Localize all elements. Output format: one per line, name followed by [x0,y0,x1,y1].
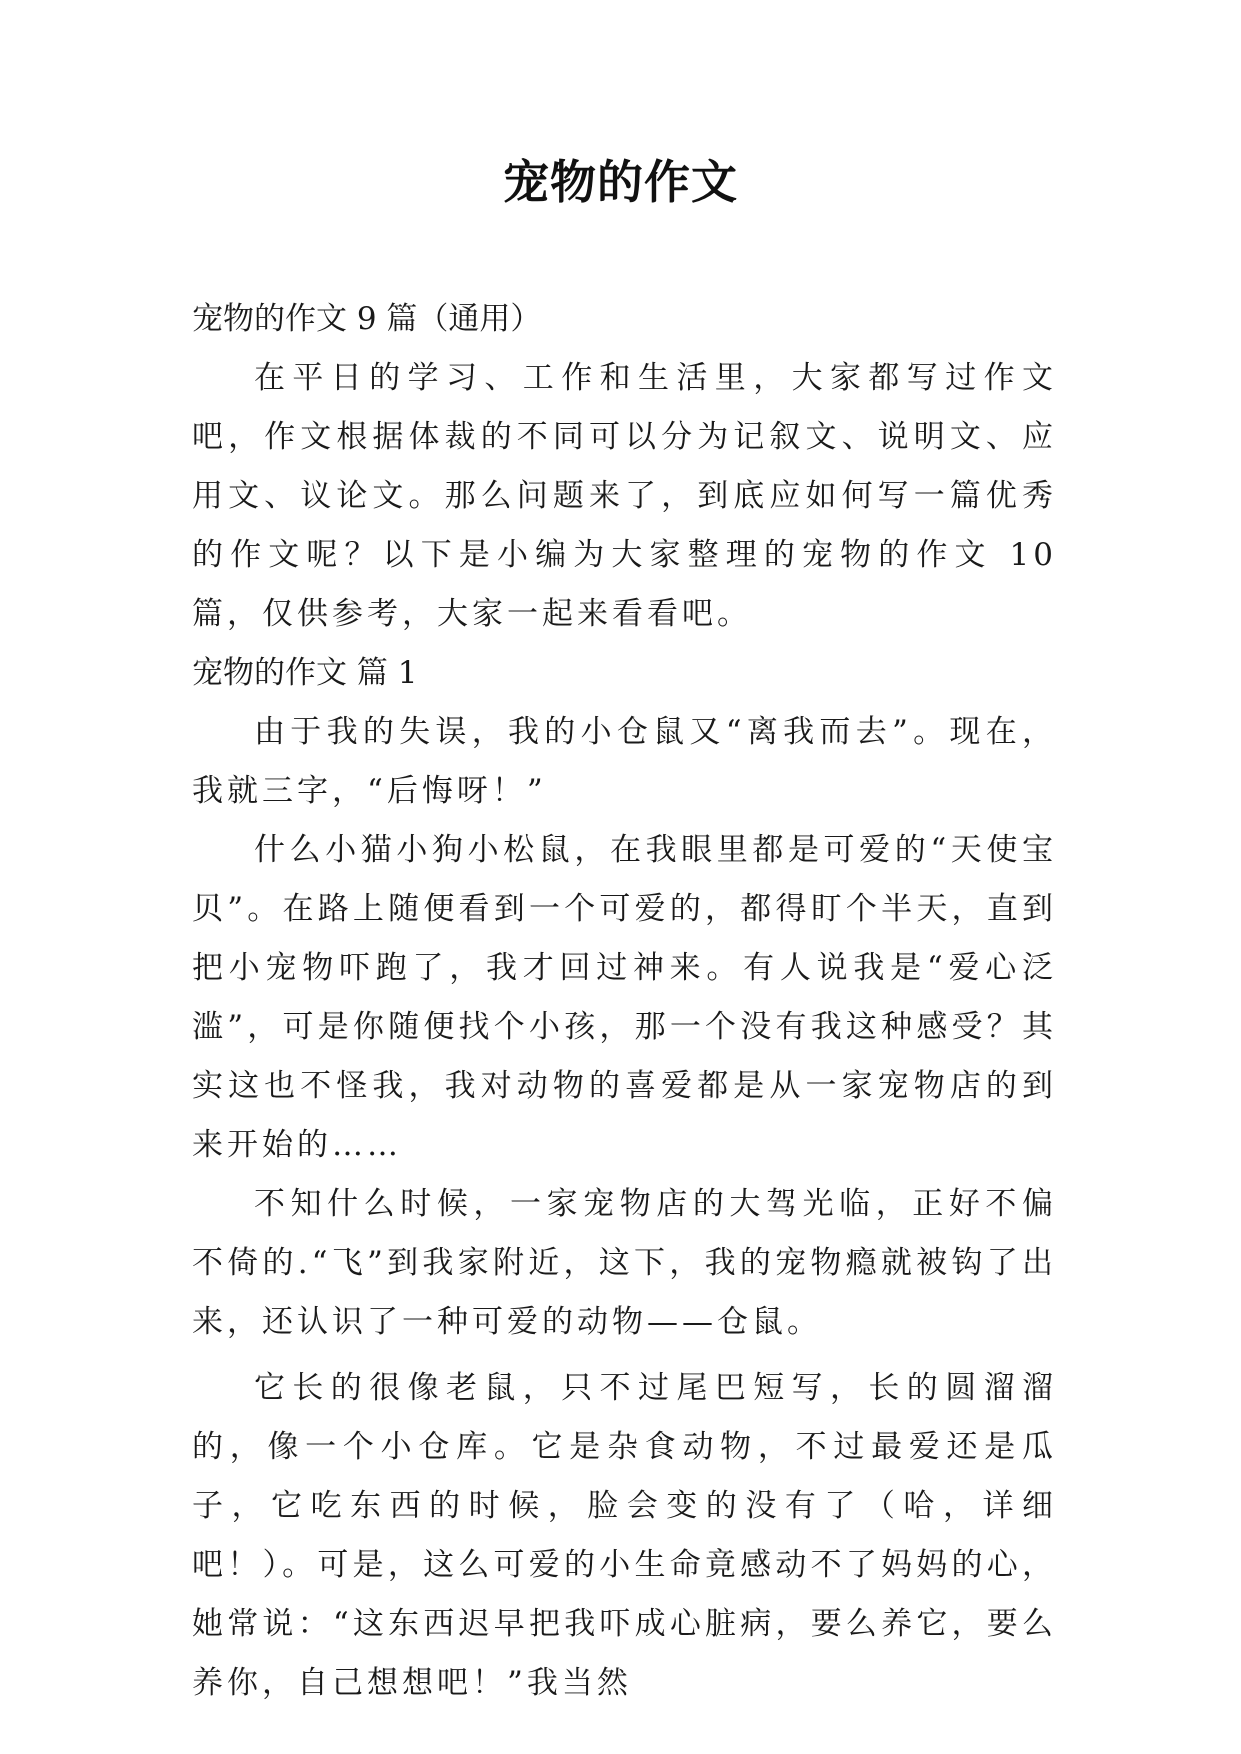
document-body [192,290,1057,1713]
body-paragraph: 它长的很像老鼠，只不过尾巴短写，长的圆溜溜的，像一个小仓库。它是杂食动物，不过最爱还是瓜子，它吃东西的时候，脸会变的没有了（哈，详细吧！）。可是，这么可爱的小生命竟感动不了妈妈的心，她常说：“这东西迟早把我吓成心脏病，要么养它，要么养你，自己想想吧！”我当然 [192,1370,1057,1701]
document-subtitle: 宠物的作文 9 篇（通用） [192,301,542,337]
body-paragraph: 不知什么时候，一家宠物店的大驾光临，正好不偏不倚的.“飞”到我家附近，这下，我的宠物瘾就被钩了出来，还认识了一种可爱的动物——仓鼠。 [192,1186,1057,1340]
body-paragraph: 什么小猫小狗小松鼠，在我眼里都是可爱的“天使宝贝”。在路上随便看到一个可爱的，都得盯个半天，直到把小宠物吓跑了，我才回过神来。有人说我是“爱心泛滥”，可是你随便找个小孩，那一个没有我这种感受？其实这也不怪我，我对动物的喜爱都是从一家宠物店的到来开始的…… [192,832,1057,1163]
document-title: 宠物的作文 [503,155,738,209]
section-heading: 宠物的作文 篇 1 [192,655,418,691]
intro-paragraph: 在平日的学习、工作和生活里，大家都写过作文吧，作文根据体裁的不同可以分为记叙文、说明文、应用文、议论文。那么问题来了，到底应如何写一篇优秀的作文呢？以下是小编为大家整理的宠物的作文 10 篇，仅供参考，大家一起来看看吧。 [192,360,1057,632]
paragraph-gap [192,1352,1057,1359]
body-paragraph: 由于我的失误，我的小仓鼠又“离我而去”。现在，我就三字，“后悔呀！” [192,714,1057,809]
